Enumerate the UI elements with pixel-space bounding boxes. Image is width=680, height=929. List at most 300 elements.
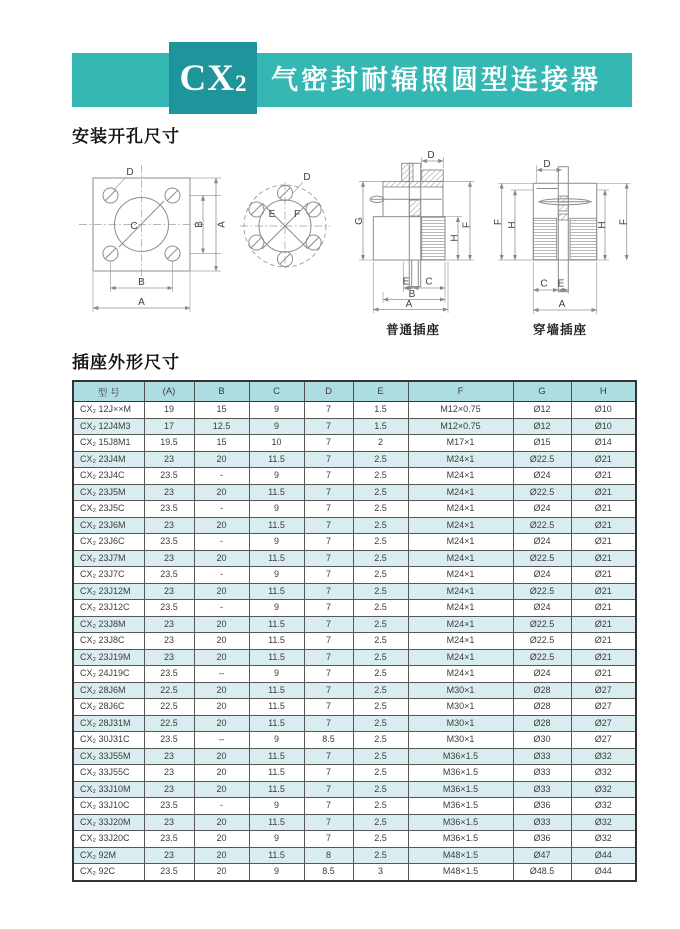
model-cell: CX₂ 28J6M — [73, 682, 144, 699]
value-cell: 20 — [194, 864, 249, 881]
table-row — [73, 550, 636, 567]
model-cell: CX₂ 23J12M — [73, 583, 144, 600]
table-row — [73, 682, 636, 699]
model-cell: CX₂ 23J8M — [73, 616, 144, 633]
table-row — [73, 501, 636, 518]
value-cell: 23 — [144, 517, 194, 534]
header-row — [73, 381, 636, 402]
banner-title: 气密封耐辐照圆型连接器 — [271, 65, 601, 95]
figure-normal-socket-section — [354, 150, 474, 313]
value-cell: 11.5 — [249, 484, 304, 501]
table-row — [73, 864, 636, 881]
model-cell: CX₂ 12J××M — [73, 402, 144, 419]
value-cell: M36×1.5 — [408, 831, 513, 848]
value-cell: Ø22.5 — [513, 583, 571, 600]
table-row — [73, 814, 636, 831]
value-cell: 9 — [249, 666, 304, 683]
value-cell: Ø28 — [513, 715, 571, 732]
fig4-dim-e-label: E — [557, 278, 565, 290]
value-cell: M24×1 — [408, 534, 513, 551]
value-cell: 7 — [304, 781, 353, 798]
value-cell: 7 — [304, 583, 353, 600]
value-cell: Ø12 — [513, 418, 571, 435]
value-cell: Ø33 — [513, 814, 571, 831]
value-cell: 11.5 — [249, 748, 304, 765]
value-cell: 11.5 — [249, 616, 304, 633]
value-cell: - — [194, 798, 249, 815]
value-cell: 23.5 — [144, 666, 194, 683]
value-cell: M24×1 — [408, 567, 513, 584]
value-cell: – — [194, 732, 249, 749]
table-row — [73, 402, 636, 419]
value-cell: M36×1.5 — [408, 814, 513, 831]
table-row — [73, 798, 636, 815]
value-cell: 7 — [304, 418, 353, 435]
fig4-dim-f-left-label: F — [493, 218, 504, 226]
table-row — [73, 616, 636, 633]
value-cell: 20 — [194, 831, 249, 848]
value-cell: 20 — [194, 748, 249, 765]
value-cell: 2.5 — [353, 715, 408, 732]
model-cell: CX₂ 28J6C — [73, 699, 144, 716]
value-cell: 9 — [249, 831, 304, 848]
value-cell: 20 — [194, 649, 249, 666]
value-cell: 2.5 — [353, 567, 408, 584]
column-header: D — [304, 381, 353, 402]
fig4-dim-d-label: D — [543, 159, 551, 170]
model-cell: CX₂ 23J6C — [73, 534, 144, 551]
value-cell: Ø28 — [513, 699, 571, 716]
value-cell: 9 — [249, 567, 304, 584]
value-cell: 7 — [304, 666, 353, 683]
value-cell: 11.5 — [249, 765, 304, 782]
value-cell: Ø24 — [513, 501, 571, 518]
figure-wall-socket-section — [493, 159, 631, 314]
value-cell: 2.5 — [353, 748, 408, 765]
model-cell: CX₂ 33J20M — [73, 814, 144, 831]
value-cell: 23 — [144, 847, 194, 864]
value-cell: M24×1 — [408, 484, 513, 501]
value-cell: M24×1 — [408, 550, 513, 567]
table-row — [73, 781, 636, 798]
value-cell: Ø22.5 — [513, 616, 571, 633]
value-cell: 9 — [249, 732, 304, 749]
value-cell: M48×1.5 — [408, 864, 513, 881]
value-cell: 2.5 — [353, 699, 408, 716]
value-cell: 7 — [304, 402, 353, 419]
value-cell: 7 — [304, 649, 353, 666]
value-cell: 8.5 — [304, 864, 353, 881]
value-cell: 9 — [249, 600, 304, 617]
value-cell: Ø36 — [513, 831, 571, 848]
value-cell: 23.5 — [144, 534, 194, 551]
value-cell: Ø32 — [571, 765, 636, 782]
value-cell: M24×1 — [408, 600, 513, 617]
fig3-dim-f-label: F — [461, 221, 473, 229]
value-cell: 7 — [304, 534, 353, 551]
value-cell: 2.5 — [353, 501, 408, 518]
value-cell: 7 — [304, 550, 353, 567]
value-cell: Ø22.5 — [513, 451, 571, 468]
table-row — [73, 600, 636, 617]
fig2-dim-f-label: F — [293, 209, 301, 220]
fig2-dim-e-label: E — [268, 209, 276, 220]
model-cell: CX₂ 30J31C — [73, 732, 144, 749]
value-cell: - — [194, 567, 249, 584]
value-cell: 23 — [144, 765, 194, 782]
value-cell: 1.5 — [353, 418, 408, 435]
value-cell: - — [194, 534, 249, 551]
value-cell: 2.5 — [353, 781, 408, 798]
table-row — [73, 666, 636, 683]
brand-logo: CX — [179, 57, 235, 99]
value-cell: Ø22.5 — [513, 550, 571, 567]
table-row — [73, 831, 636, 848]
value-cell: Ø32 — [571, 814, 636, 831]
value-cell: Ø27 — [571, 699, 636, 716]
value-cell: M30×1 — [408, 699, 513, 716]
value-cell: 7 — [304, 814, 353, 831]
brand-logo-box — [169, 42, 257, 114]
value-cell: 23 — [144, 451, 194, 468]
value-cell: Ø22.5 — [513, 633, 571, 650]
value-cell: 2.5 — [353, 847, 408, 864]
fig3-dim-d-label: D — [427, 150, 435, 161]
value-cell: Ø33 — [513, 748, 571, 765]
value-cell: 7 — [304, 699, 353, 716]
value-cell: Ø32 — [571, 798, 636, 815]
value-cell: - — [194, 501, 249, 518]
figure-round-flange — [240, 172, 330, 270]
value-cell: Ø28 — [513, 682, 571, 699]
model-cell: CX₂ 28J31M — [73, 715, 144, 732]
value-cell: Ø21 — [571, 501, 636, 518]
value-cell: Ø15 — [513, 435, 571, 452]
value-cell: 23.5 — [144, 798, 194, 815]
value-cell: Ø21 — [571, 534, 636, 551]
value-cell: Ø21 — [571, 600, 636, 617]
model-cell: CX₂ 24J19C — [73, 666, 144, 683]
value-cell: 23.5 — [144, 567, 194, 584]
value-cell: 2.5 — [353, 468, 408, 485]
value-cell: 2.5 — [353, 583, 408, 600]
value-cell: 20 — [194, 699, 249, 716]
value-cell: 7 — [304, 616, 353, 633]
value-cell: 12.5 — [194, 418, 249, 435]
value-cell: 7 — [304, 748, 353, 765]
value-cell: 7 — [304, 484, 353, 501]
value-cell: Ø48.5 — [513, 864, 571, 881]
value-cell: 11.5 — [249, 451, 304, 468]
value-cell: 7 — [304, 501, 353, 518]
spec-table — [72, 380, 637, 882]
table-row — [73, 699, 636, 716]
value-cell: 17 — [144, 418, 194, 435]
value-cell: M36×1.5 — [408, 798, 513, 815]
figure-square-flange — [79, 165, 228, 312]
value-cell: Ø21 — [571, 633, 636, 650]
model-cell: CX₂ 23J8C — [73, 633, 144, 650]
caption-normal-socket: 普通插座 — [385, 323, 441, 337]
value-cell: M30×1 — [408, 732, 513, 749]
value-cell: Ø27 — [571, 715, 636, 732]
model-cell: CX₂ 23J5C — [73, 501, 144, 518]
value-cell: 7 — [304, 831, 353, 848]
value-cell: 23 — [144, 814, 194, 831]
value-cell: 20 — [194, 633, 249, 650]
value-cell: 7 — [304, 435, 353, 452]
model-cell: CX₂ 23J19M — [73, 649, 144, 666]
fig4-dim-a-label: A — [558, 299, 566, 310]
model-cell: CX₂ 33J55C — [73, 765, 144, 782]
value-cell: 20 — [194, 583, 249, 600]
value-cell: 20 — [194, 451, 249, 468]
value-cell: 2.5 — [353, 649, 408, 666]
value-cell: 23 — [144, 550, 194, 567]
value-cell: 9 — [249, 402, 304, 419]
value-cell: Ø21 — [571, 616, 636, 633]
value-cell: Ø32 — [571, 748, 636, 765]
value-cell: Ø21 — [571, 649, 636, 666]
fig3-dim-h-label: H — [449, 234, 461, 242]
value-cell: 11.5 — [249, 682, 304, 699]
model-cell: CX₂ 12J4M3 — [73, 418, 144, 435]
value-cell: 20 — [194, 814, 249, 831]
column-header: B — [194, 381, 249, 402]
fig4-dim-c-label: C — [540, 278, 548, 290]
value-cell: Ø32 — [571, 781, 636, 798]
value-cell: M30×1 — [408, 715, 513, 732]
fig3-dim-b-label: B — [408, 289, 416, 300]
model-cell: CX₂ 23J7C — [73, 567, 144, 584]
value-cell: 23 — [144, 484, 194, 501]
value-cell: 7 — [304, 682, 353, 699]
value-cell: 20 — [194, 847, 249, 864]
table-row — [73, 484, 636, 501]
value-cell: Ø21 — [571, 484, 636, 501]
value-cell: Ø27 — [571, 732, 636, 749]
model-cell: CX₂ 33J10M — [73, 781, 144, 798]
value-cell: 2.5 — [353, 666, 408, 683]
value-cell: Ø10 — [571, 402, 636, 419]
column-header: (A) — [144, 381, 194, 402]
fig1-dim-b-right-label: B — [194, 221, 205, 228]
value-cell: 9 — [249, 418, 304, 435]
value-cell: Ø21 — [571, 666, 636, 683]
fig1-dim-a-right-label: A — [216, 221, 228, 228]
table-row — [73, 847, 636, 864]
value-cell: Ø44 — [571, 864, 636, 881]
value-cell: 20 — [194, 484, 249, 501]
column-header: E — [353, 381, 408, 402]
table-row — [73, 765, 636, 782]
value-cell: – — [194, 666, 249, 683]
value-cell: 11.5 — [249, 583, 304, 600]
value-cell: M30×1 — [408, 682, 513, 699]
value-cell: Ø24 — [513, 534, 571, 551]
value-cell: Ø21 — [571, 517, 636, 534]
value-cell: M36×1.5 — [408, 748, 513, 765]
value-cell: M24×1 — [408, 666, 513, 683]
value-cell: 23 — [144, 649, 194, 666]
outline-dimensions-heading: 插座外形尺寸 — [72, 353, 180, 372]
value-cell: Ø47 — [513, 847, 571, 864]
value-cell: 7 — [304, 451, 353, 468]
value-cell: 20 — [194, 765, 249, 782]
value-cell: 20 — [194, 517, 249, 534]
value-cell: Ø21 — [571, 468, 636, 485]
value-cell: Ø27 — [571, 682, 636, 699]
value-cell: 19 — [144, 402, 194, 419]
value-cell: M24×1 — [408, 583, 513, 600]
value-cell: M48×1.5 — [408, 847, 513, 864]
table-row — [73, 517, 636, 534]
value-cell: 3 — [353, 864, 408, 881]
fig3-dim-g-label: G — [354, 217, 365, 225]
model-cell: CX₂ 23J4M — [73, 451, 144, 468]
model-cell: CX₂ 23J7M — [73, 550, 144, 567]
value-cell: 11.5 — [249, 649, 304, 666]
fig4-dim-f-right-label: F — [618, 218, 630, 226]
value-cell: 23 — [144, 781, 194, 798]
value-cell: Ø22.5 — [513, 484, 571, 501]
value-cell: 11.5 — [249, 550, 304, 567]
value-cell: 2.5 — [353, 814, 408, 831]
model-cell: CX₂ 33J55M — [73, 748, 144, 765]
value-cell: 23.5 — [144, 732, 194, 749]
value-cell: Ø21 — [571, 583, 636, 600]
value-cell: 11.5 — [249, 814, 304, 831]
column-header: H — [571, 381, 636, 402]
value-cell: 2.5 — [353, 550, 408, 567]
value-cell: M36×1.5 — [408, 765, 513, 782]
value-cell: M24×1 — [408, 501, 513, 518]
value-cell: - — [194, 600, 249, 617]
value-cell: Ø12 — [513, 402, 571, 419]
value-cell: 7 — [304, 468, 353, 485]
value-cell: 2.5 — [353, 732, 408, 749]
table-row — [73, 715, 636, 732]
value-cell: Ø21 — [571, 550, 636, 567]
value-cell: 8.5 — [304, 732, 353, 749]
table-row — [73, 534, 636, 551]
value-cell: 22.5 — [144, 715, 194, 732]
table-row — [73, 633, 636, 650]
value-cell: 23 — [144, 616, 194, 633]
value-cell: 20 — [194, 715, 249, 732]
value-cell: 11.5 — [249, 715, 304, 732]
table-row — [73, 649, 636, 666]
value-cell: Ø14 — [571, 435, 636, 452]
value-cell: Ø33 — [513, 765, 571, 782]
value-cell: Ø24 — [513, 666, 571, 683]
value-cell: 2.5 — [353, 534, 408, 551]
value-cell: 2.5 — [353, 831, 408, 848]
value-cell: 7 — [304, 567, 353, 584]
model-cell: CX₂ 23J6M — [73, 517, 144, 534]
fig3-dim-c-label: C — [425, 276, 433, 288]
value-cell: Ø30 — [513, 732, 571, 749]
column-header: F — [408, 381, 513, 402]
value-cell: Ø22.5 — [513, 517, 571, 534]
value-cell: 2.5 — [353, 616, 408, 633]
table-row — [73, 732, 636, 749]
technical-drawings — [0, 148, 680, 348]
column-header: C — [249, 381, 304, 402]
model-cell: CX₂ 23J12C — [73, 600, 144, 617]
value-cell: M36×1.5 — [408, 781, 513, 798]
value-cell: 23 — [144, 748, 194, 765]
model-cell: CX₂ 92M — [73, 847, 144, 864]
value-cell: 9 — [249, 534, 304, 551]
value-cell: 23.5 — [144, 600, 194, 617]
value-cell: Ø24 — [513, 567, 571, 584]
value-cell: M12×0.75 — [408, 402, 513, 419]
model-cell: CX₂ 33J20C — [73, 831, 144, 848]
fig1-dim-d-label: D — [126, 167, 134, 178]
value-cell: M12×0.75 — [408, 418, 513, 435]
table-row — [73, 435, 636, 452]
table-row — [73, 451, 636, 468]
value-cell: Ø36 — [513, 798, 571, 815]
value-cell: 20 — [194, 616, 249, 633]
value-cell: 8 — [304, 847, 353, 864]
value-cell: Ø24 — [513, 468, 571, 485]
value-cell: 9 — [249, 501, 304, 518]
value-cell: 22.5 — [144, 682, 194, 699]
value-cell: 2.5 — [353, 682, 408, 699]
value-cell: 7 — [304, 600, 353, 617]
value-cell: Ø22.5 — [513, 649, 571, 666]
value-cell: - — [194, 468, 249, 485]
fig4-dim-h-left-label: H — [507, 221, 518, 229]
value-cell: Ø33 — [513, 781, 571, 798]
model-cell: CX₂ 23J4C — [73, 468, 144, 485]
value-cell: 23.5 — [144, 468, 194, 485]
value-cell: 23.5 — [144, 501, 194, 518]
value-cell: 9 — [249, 468, 304, 485]
value-cell: 7 — [304, 715, 353, 732]
fig1-dim-b-bottom-label: B — [138, 277, 145, 288]
fig4-dim-h-right-label: H — [597, 221, 608, 229]
value-cell: 7 — [304, 633, 353, 650]
model-cell: CX₂ 92C — [73, 864, 144, 881]
value-cell: 2.5 — [353, 600, 408, 617]
spec-table-head — [73, 381, 636, 402]
value-cell: 11.5 — [249, 517, 304, 534]
brand-logo-subscript: 2 — [234, 71, 247, 96]
value-cell: 20 — [194, 781, 249, 798]
fig3-dim-a-label: A — [405, 299, 413, 310]
model-cell: CX₂ 15J8M1 — [73, 435, 144, 452]
value-cell: M24×1 — [408, 468, 513, 485]
value-cell: 20 — [194, 682, 249, 699]
table-row — [73, 748, 636, 765]
mounting-dimensions-heading: 安装开孔尺寸 — [72, 127, 180, 146]
value-cell: 15 — [194, 435, 249, 452]
value-cell: M24×1 — [408, 451, 513, 468]
value-cell: 9 — [249, 798, 304, 815]
value-cell: 23.5 — [144, 831, 194, 848]
value-cell: 2 — [353, 435, 408, 452]
fig3-dim-e-label: E — [402, 276, 410, 288]
value-cell: 7 — [304, 517, 353, 534]
table-row — [73, 468, 636, 485]
value-cell: 11.5 — [249, 781, 304, 798]
fig2-dim-d-label: D — [303, 172, 311, 183]
value-cell: M24×1 — [408, 649, 513, 666]
value-cell: 20 — [194, 550, 249, 567]
